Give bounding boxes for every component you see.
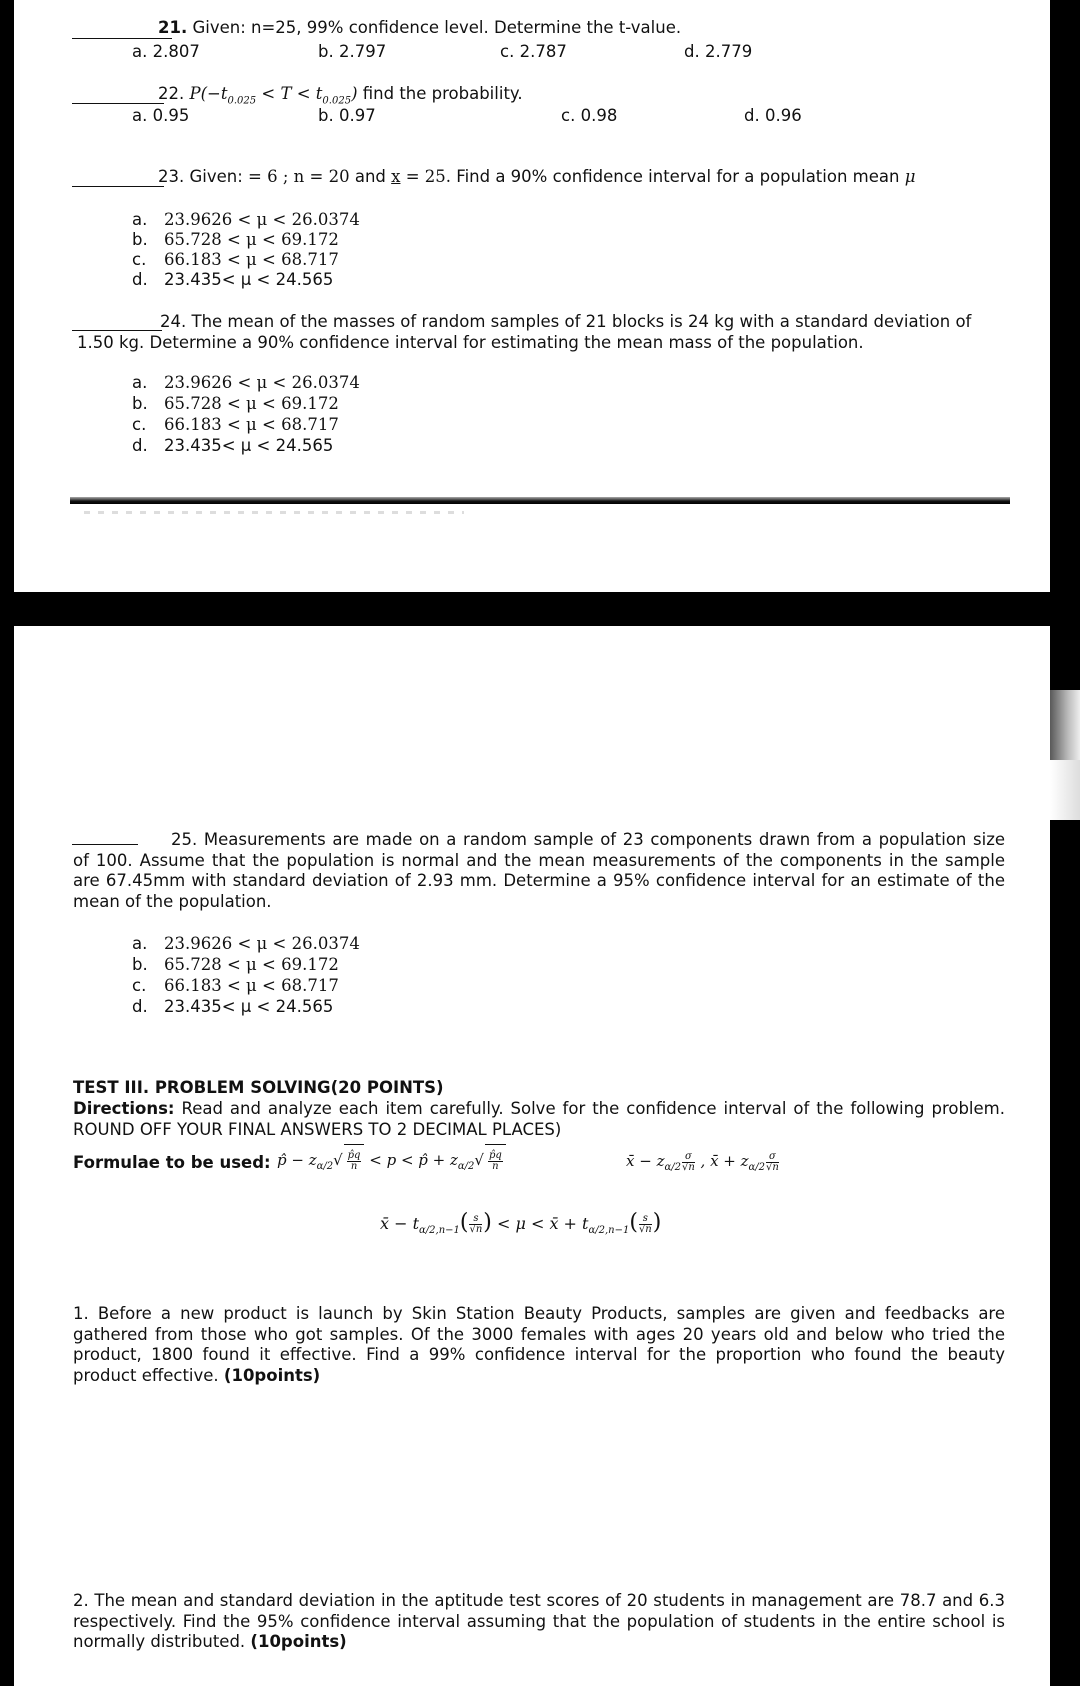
option-letter: c.: [500, 42, 515, 61]
option-23-d[interactable]: d. 23.435< μ < 24.565: [132, 270, 334, 289]
question-24-line1: 24. The mean of the masses of random samples of 21 blocks is 24 kg with a standard deviation of: [160, 312, 972, 331]
page-divider-bar: [70, 497, 1010, 504]
question-21: [158, 18, 681, 38]
question-23-math2: = 25.: [400, 167, 452, 186]
option-text: 0.98: [580, 106, 618, 125]
option-text: 2.787: [519, 42, 567, 61]
option-letter: b.: [318, 42, 334, 61]
option-text: 2.779: [704, 42, 753, 61]
option-letter: d.: [684, 42, 700, 61]
question-21-text: Given: n=25, 99% confidence level. Determine the t-value.: [187, 18, 682, 37]
option-text: 2.797: [338, 42, 387, 61]
problem-1: [73, 1304, 1005, 1386]
question-23-text: Find a 90% confidence interval for a population mean: [451, 167, 905, 186]
question-23-and: and: [349, 167, 392, 186]
option-letter: a.: [132, 42, 148, 61]
option-24-a[interactable]: a. 23.9626 < μ < 26.0374: [132, 373, 360, 392]
option-letter: b.: [318, 106, 334, 125]
problem-2-text: 2. The mean and standard deviation in the aptitude test scores of 20 students in management are 78.7 and 6.3 respectively. Find the 95% confidence interval assuming that the population of students in the entire school is normally distributed.: [73, 1591, 1005, 1651]
formula-mean-t: x̄ − $t_{\alpha/2,n-1}$( $\frac{s}{√n}$ ) < μ < x̄ + $t_{\alpha/2,n-1}$( $\frac{s}{√n}$ ): [380, 1210, 662, 1237]
worksheet-page-2: [14, 626, 1050, 1686]
option-23-c[interactable]: c. 66.183 < μ < 68.717: [132, 250, 339, 269]
option-letter: c.: [561, 106, 576, 125]
formulae-label: Formulae to be used:: [73, 1153, 271, 1172]
directions-text: Read and analyze each item carefully. Solve for the confidence interval of the following problem. ROUND OFF YOUR FINAL ANSWERS TO 2 DECIMAL PLACES): [73, 1099, 1005, 1139]
problem-2-points: (10points): [250, 1632, 347, 1651]
question-23-xbar: x: [391, 167, 401, 186]
option-letter: a.: [132, 106, 148, 125]
test3-heading: TEST III. PROBLEM SOLVING(20 POINTS): [73, 1078, 444, 1097]
option-21-c[interactable]: [500, 42, 567, 62]
option-22-d[interactable]: [744, 106, 802, 126]
question-24-line2: 1.50 kg. Determine a 90% confidence interval for estimating the mean mass of the population.: [77, 333, 864, 352]
question-23-number: 23.: [158, 167, 185, 186]
option-23-a[interactable]: a. 23.9626 < μ < 26.0374: [132, 210, 360, 229]
question-25-text: 25. Measurements are made on a random sample of 23 components drawn from a population size of 100. Assume that the population is normal and the mean measurements of the components in the sample are 67.45mm with standard deviation of 2.93 mm. Determine a 95% confidence interval for an estimate of the mean of the population.: [73, 830, 1005, 911]
faint-scan-text: [84, 511, 464, 514]
answer-blank-21[interactable]: [72, 38, 172, 39]
answer-blank-22[interactable]: [72, 103, 164, 104]
question-23-given: Given:: [184, 167, 249, 186]
option-25-c[interactable]: c. 66.183 < μ < 68.717: [132, 976, 339, 995]
option-24-c[interactable]: c. 66.183 < μ < 68.717: [132, 415, 339, 434]
option-text: 0.96: [764, 106, 802, 125]
worksheet-page-1: [14, 0, 1050, 592]
problem-1-points: (10points): [223, 1365, 321, 1385]
option-text: 0.95: [152, 106, 190, 125]
question-23-math: = 6 ; n = 20: [248, 167, 350, 186]
test3-directions: [73, 1099, 1005, 1140]
option-25-d[interactable]: d. 23.435< μ < 24.565: [132, 997, 334, 1016]
option-21-a[interactable]: [132, 42, 200, 62]
option-letter: d.: [744, 106, 760, 125]
formula-proportion: p̂ − $z_{\alpha/2}√$ $\frac{p̂q}{n}$ < p < p̂ + $z_{\alpha/2}√$ $\frac{p̂q}{n}$: [277, 1144, 506, 1182]
question-21-number: 21.: [158, 18, 188, 37]
page-edge-shadow: [1050, 760, 1080, 820]
question-22-number: 22.: [158, 84, 185, 103]
option-22-a[interactable]: [132, 106, 189, 126]
problem-2: [73, 1591, 1005, 1653]
problem-1-text: 1. Before a new product is launch by Skin Station Beauty Products, samples are given and feedbacks are gathered from those who got samples. Of the 3000 females with ages 20 years old and below who tried the product, 1800 found it effective. Find a 99% confidence interval for the proportion who found the beauty product effective.: [73, 1304, 1005, 1385]
option-22-c[interactable]: [561, 106, 617, 126]
answer-blank-23[interactable]: [72, 186, 164, 187]
option-text: 0.97: [338, 106, 376, 125]
option-25-a[interactable]: a. 23.9626 < μ < 26.0374: [132, 934, 360, 953]
option-25-b[interactable]: b. 65.728 < μ < 69.172: [132, 955, 339, 974]
mu-symbol: μ: [904, 167, 916, 186]
question-23: [158, 167, 915, 187]
question-22-expr: $P(-t_{0.025} < T < t_{0.025})$: [189, 84, 358, 107]
option-23-b[interactable]: b. 65.728 < μ < 69.172: [132, 230, 339, 249]
option-text: 2.807: [152, 42, 200, 61]
option-24-d[interactable]: d. 23.435< μ < 24.565: [132, 436, 334, 455]
formula-mean-z: x̄ − $z_{\alpha/2}$ $\frac{\sigma}{√n}$ , x̄ + $z_{\alpha/2}$ $\frac{\sigma}{√n}$: [626, 1150, 779, 1173]
question-22-text: find the probability.: [357, 84, 523, 103]
option-21-d[interactable]: [684, 42, 752, 62]
option-24-b[interactable]: b. 65.728 < μ < 69.172: [132, 394, 339, 413]
answer-blank-24[interactable]: [72, 330, 162, 331]
option-22-b[interactable]: [318, 106, 376, 126]
directions-label: Directions:: [73, 1099, 175, 1118]
option-21-b[interactable]: [318, 42, 386, 62]
